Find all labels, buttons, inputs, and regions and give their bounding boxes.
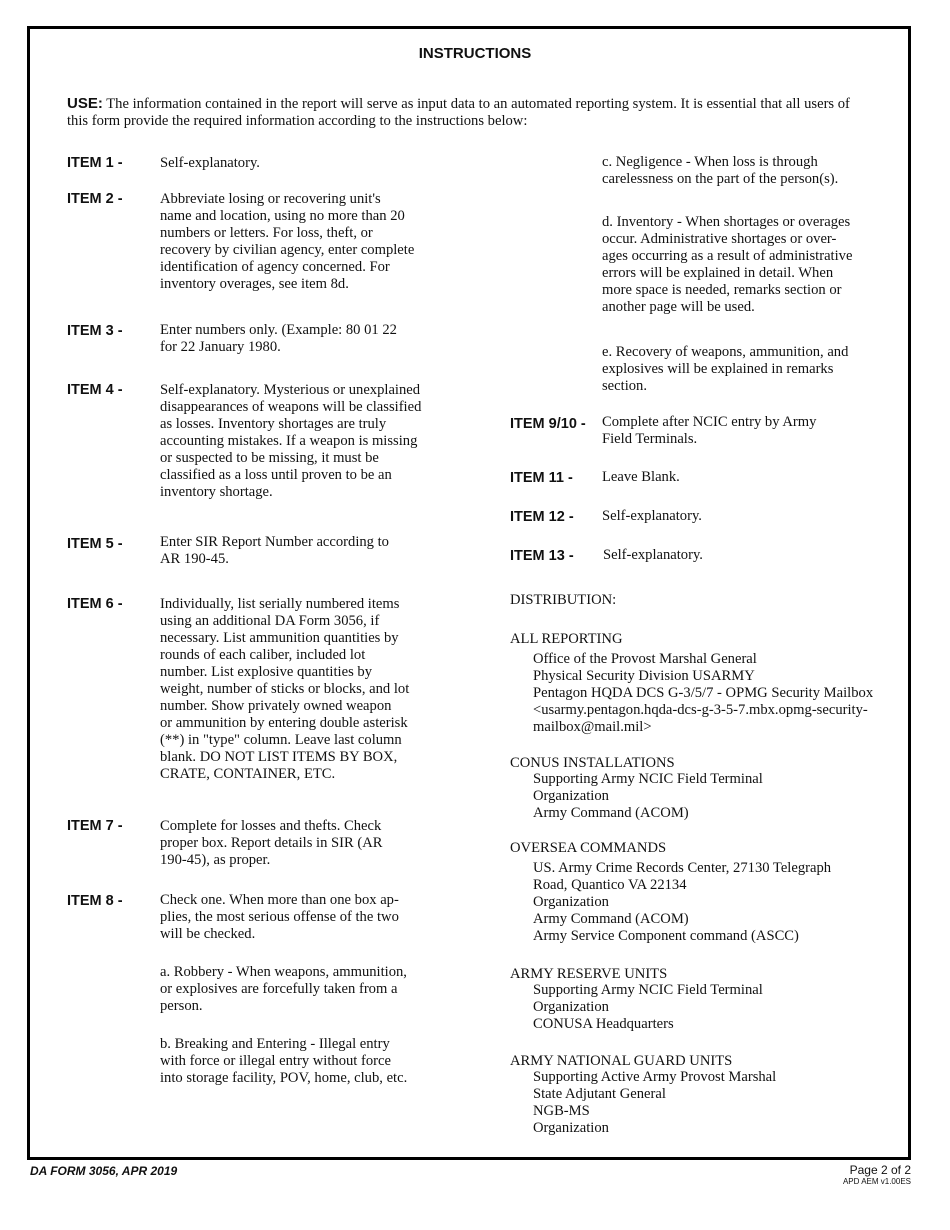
- dist-reserve-lines: Supporting Army NCIC Field Terminal Organization CONUSA Headquarters: [533, 982, 763, 1032]
- item-4-label: ITEM 4 -: [67, 382, 123, 398]
- footer-page-info: [843, 1164, 911, 1187]
- use-label: USE:: [67, 95, 103, 112]
- page-title: INSTRUCTIONS: [418, 45, 532, 62]
- item-8-label: ITEM 8 -: [67, 893, 123, 909]
- item-2-label: ITEM 2 -: [67, 191, 123, 207]
- version-label: APD AEM v1.00ES: [842, 1177, 911, 1186]
- item-8b-text: b. Breaking and Entering - Illegal entry with force or illegal entry without force into storage facility, POV, home, club, etc.: [160, 1036, 408, 1086]
- item-4-text: Self-explanatory. Mysterious or unexplained disappearances of weapons will be classified as losses. Inventory shortages are truly accounting mistakes. If a weapon is missing or suspected to be missing, it must be classified as a loss until proven to be an inventory shortage.: [160, 382, 422, 500]
- item-11-label: ITEM 11 -: [510, 470, 573, 486]
- dist-all-reporting-title: ALL REPORTING: [510, 631, 623, 647]
- use-text: The information contained in the report will serve as input data to an automated reporting system. It is essential that all users of this form provide the required information according to the instructions below:: [67, 96, 850, 129]
- item-9-10-text: Complete after NCIC entry by Army Field Terminals.: [602, 414, 817, 447]
- item-5-label: ITEM 5 -: [67, 536, 123, 552]
- item-7-label: ITEM 7 -: [67, 818, 123, 834]
- item-3-text: Enter numbers only. (Example: 80 01 22 for 22 January 1980.: [160, 322, 397, 355]
- use-paragraph: [67, 95, 872, 130]
- item-6-text: Individually, list serially numbered items using an additional DA Form 3056, if necessary. List ammunition quantities by rounds of each caliber, included lot number. List explosive quantities by weight, number of sticks or blocks, and lot number. Show privately owned weapon or ammunition by entering double asterisk (**) in "type" column. Leave last column blank. DO NOT LIST ITEMS BY BOX, CRATE, CONTAINER, ETC.: [160, 596, 410, 782]
- item-12-label: ITEM 12 -: [510, 509, 574, 525]
- item-8c-text: c. Negligence - When loss is through carelessness on the part of the person(s).: [602, 154, 839, 187]
- item-13-label: ITEM 13 -: [510, 548, 574, 564]
- dist-oversea-lines: US. Army Crime Records Center, 27130 Telegraph Road, Quantico VA 22134 Organization Army Command (ACOM) Army Service Component command (ASCC): [533, 860, 832, 944]
- page-number: Page 2 of 2: [849, 1163, 911, 1177]
- dist-reserve-title: ARMY RESERVE UNITS: [510, 966, 668, 982]
- item-7-text: Complete for losses and thefts. Check proper box. Report details in SIR (AR 190-45), as proper.: [160, 818, 383, 868]
- dist-oversea-title: OVERSEA COMMANDS: [510, 840, 667, 856]
- form-number: DA FORM 3056, APR 2019: [30, 1164, 178, 1178]
- item-9-10-label: ITEM 9/10 -: [510, 416, 586, 432]
- distribution-heading: DISTRIBUTION:: [510, 592, 617, 608]
- item-8-text: Check one. When more than one box ap- plies, the most serious offense of the two will be checked.: [160, 892, 399, 942]
- dist-conus-lines: Supporting Army NCIC Field Terminal Organization Army Command (ACOM): [533, 771, 763, 821]
- item-11-text: Leave Blank.: [602, 469, 680, 485]
- dist-guard-lines: Supporting Active Army Provost Marshal State Adjutant General NGB-MS Organization: [533, 1069, 777, 1136]
- dist-all-reporting-lines: Office of the Provost Marshal General Physical Security Division USARMY Pentagon HQDA DCS G-3/5/7 - OPMG Security Mailbox <usarmy.pentagon.hqda-dcs-g-3-5-7.mbx.opmg-security- mailbox@mail.mil>: [533, 651, 874, 735]
- item-1-text: Self-explanatory.: [160, 155, 260, 171]
- item-1-label: ITEM 1 -: [67, 155, 123, 171]
- dist-conus-title: CONUS INSTALLATIONS: [510, 755, 675, 771]
- item-8d-text: d. Inventory - When shortages or overages occur. Administrative shortages or over- ages occurring as a result of administrative errors will be explained in detail. When more space is needed, remarks section or another page will be used.: [602, 214, 853, 315]
- item-2-text: Abbreviate losing or recovering unit's name and location, using no more than 20 numbers or letters. For loss, theft, or recovery by civilian agency, enter complete identification of agency concerned. For inventory overages, see item 8d.: [160, 191, 415, 292]
- item-3-label: ITEM 3 -: [67, 323, 123, 339]
- item-5-text: Enter SIR Report Number according to AR 190-45.: [160, 534, 389, 567]
- item-8a-text: a. Robbery - When weapons, ammunition, or explosives are forcefully taken from a person.: [160, 964, 407, 1014]
- item-12-text: Self-explanatory.: [602, 508, 702, 524]
- dist-guard-title: ARMY NATIONAL GUARD UNITS: [510, 1053, 733, 1069]
- item-6-label: ITEM 6 -: [67, 596, 123, 612]
- item-8e-text: e. Recovery of weapons, ammunition, and explosives will be explained in remarks section.: [602, 344, 849, 394]
- item-13-text: Self-explanatory.: [603, 547, 703, 563]
